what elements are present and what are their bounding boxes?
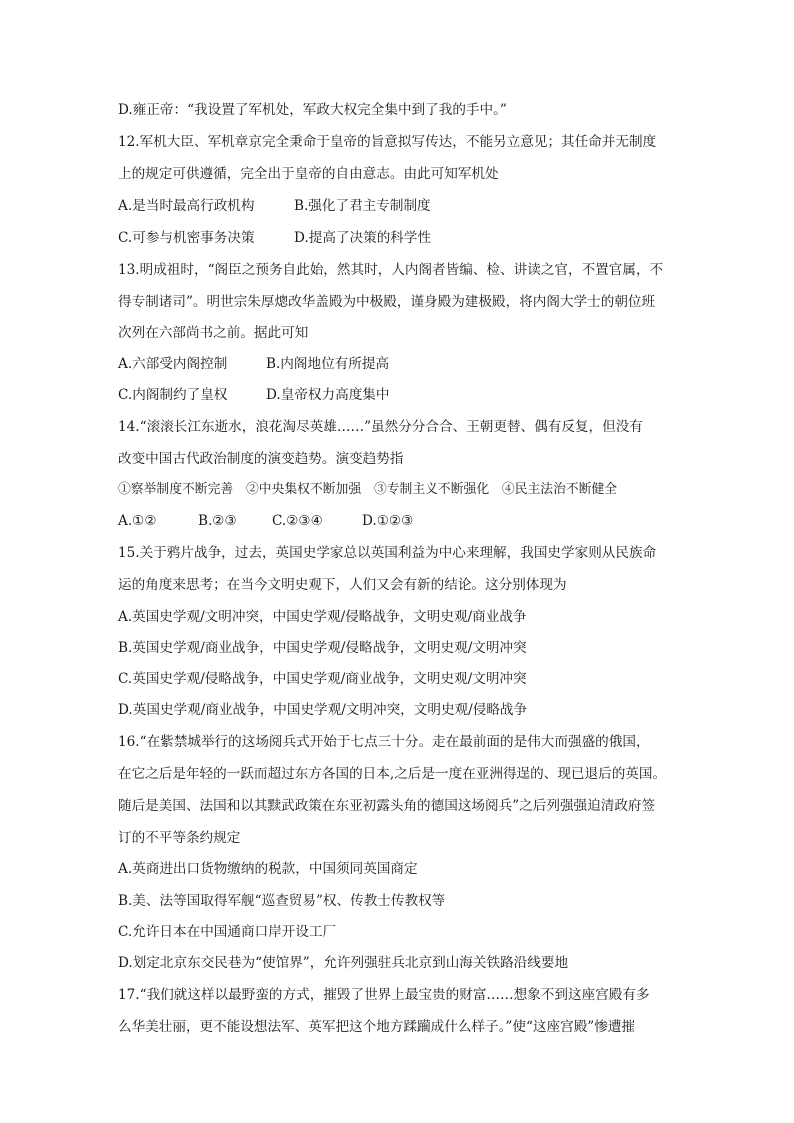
q12-stem-line-2: 上的规定可供遵循，完全出于皇帝的自由意志。由此可知军机处 bbox=[118, 166, 499, 182]
q12-option-c[interactable]: C.可参与机密事务决策 bbox=[118, 230, 255, 246]
q16-stem-line-4: 订的不平等条约规定 bbox=[118, 830, 241, 846]
q17-stem-line-2: 么华美壮丽，更不能设想法军、英军把这个地方蹂躏成什么样子。”使“这座宫殿”惨遭摧 bbox=[118, 1019, 636, 1035]
q13-option-d[interactable]: D.皇帝权力高度集中 bbox=[266, 387, 390, 403]
q16-option-a[interactable]: A.英商进出口货物缴纳的税款，中国须同英国商定 bbox=[118, 861, 418, 877]
q11-option-d: D.雍正帝：“我设置了军机处，军政大权完全集中到了我的手中。” bbox=[118, 102, 507, 118]
q13-option-c[interactable]: C.内阁制约了皇权 bbox=[118, 387, 228, 403]
q16-option-d[interactable]: D.划定北京东交民巷为“使馆界”，允许列强驻兵北京到山海关铁路沿线要地 bbox=[118, 955, 569, 971]
q13-stem-line-1: 13.明成祖时，“阁臣之预务自此始，然其时，人内阁者皆编、检、讲读之官，不置官属，不 bbox=[118, 262, 664, 278]
q13-stem-line-3: 次列在六部尚书之前。据此可知 bbox=[118, 325, 309, 341]
q14-option-c[interactable]: C.②③④ bbox=[272, 513, 323, 529]
q15-option-b[interactable]: B.英国史学观/商业战争，中国史学观/侵略战争，文明史观/文明冲突 bbox=[118, 640, 527, 656]
q16-stem-line-2: 在它之后是年轻的一跃而超过东方各国的日本,之后是一度在亚洲得逞的、现已退后的英国。 bbox=[118, 766, 667, 782]
q16-option-b[interactable]: B.美、法等国取得军舰“巡查贸易”权、传教士传教权等 bbox=[118, 893, 446, 909]
q14-stem-line-2: 改变中国古代政治制度的演变趋势。演变趋势指 bbox=[118, 451, 404, 467]
q12-options-row-2 bbox=[118, 229, 431, 247]
q17-stem-line-1: 17.“我们就这样以最野蛮的方式，摧毁了世界上最宝贵的财富……想象不到这座宫殿有多 bbox=[118, 987, 650, 1003]
q14-options-row bbox=[118, 512, 413, 530]
q12-options-row-1 bbox=[118, 197, 431, 215]
q12-option-d[interactable]: D.提高了决策的科学性 bbox=[294, 230, 432, 246]
q12-option-a[interactable]: A.是当时最高行政机构 bbox=[118, 198, 255, 214]
q15-stem-line-2: 运的角度来思考；在当今文明史观下，人们又会有新的结论。这分别体现为 bbox=[118, 577, 567, 593]
q14-stem-line-1: 14.“滚滚长江东逝水，浪花淘尽英雄……”虽然分分合合、王朝更替、偶有反复，但没有 bbox=[118, 419, 643, 435]
q15-option-a[interactable]: A.英国史学观/文明冲突，中国史学观/侵略战争，文明史观/商业战争 bbox=[118, 609, 527, 625]
q13-option-a[interactable]: A.六部受内阁控制 bbox=[118, 356, 228, 372]
q15-option-d[interactable]: D.英国史学观/商业战争，中国史学观/文明冲突，文明史观/侵略战争 bbox=[118, 702, 528, 718]
q16-stem-line-3: 随后是美国、法国和以其黩武政策在东亚初露头角的德国这场阅兵”之后列强强迫清政府签 bbox=[118, 798, 656, 814]
q16-option-c[interactable]: C.允许日本在中国通商口岸开设工厂 bbox=[118, 924, 337, 940]
q14-option-b[interactable]: B.②③ bbox=[198, 513, 237, 529]
q13-option-b[interactable]: B.内阁地位有所提高 bbox=[266, 356, 390, 372]
q16-stem-line-1: 16.“在紫禁城举行的这场阅兵式开始于七点三十分。走在最前面的是伟大而强盛的俄国， bbox=[118, 734, 650, 750]
q15-option-c[interactable]: C.英国史学观/侵略战争，中国史学观/商业战争，文明史观/文明冲突 bbox=[118, 671, 527, 687]
q12-option-b[interactable]: B.强化了君主专制制度 bbox=[294, 198, 431, 214]
q12-stem-line-1: 12.军机大臣、军机章京完全秉命于皇帝的旨意拟写传达，不能另立意见；其任命并无制度 bbox=[118, 134, 657, 150]
q13-options-row-2 bbox=[118, 386, 390, 404]
q14-statement-items: ①察举制度不断完善 ②中央集权不断加强 ③专制主义不断强化 ④民主法治不断健全 bbox=[118, 482, 618, 497]
q13-stem-line-2: 得专制诸司”。明世宗朱厚熜改华盖殿为中极殿，谨身殿为建极殿，将内阁大学士的朝位班 bbox=[118, 294, 656, 310]
q14-option-d[interactable]: D.①②③ bbox=[362, 513, 414, 529]
q13-options-row-1 bbox=[118, 355, 389, 373]
q14-option-a[interactable]: A.①② bbox=[118, 513, 157, 529]
q15-stem-line-1: 15.关于鸦片战争，过去，英国史学家总以英国利益为中心来理解，我国史学家则从民族命 bbox=[118, 545, 657, 561]
